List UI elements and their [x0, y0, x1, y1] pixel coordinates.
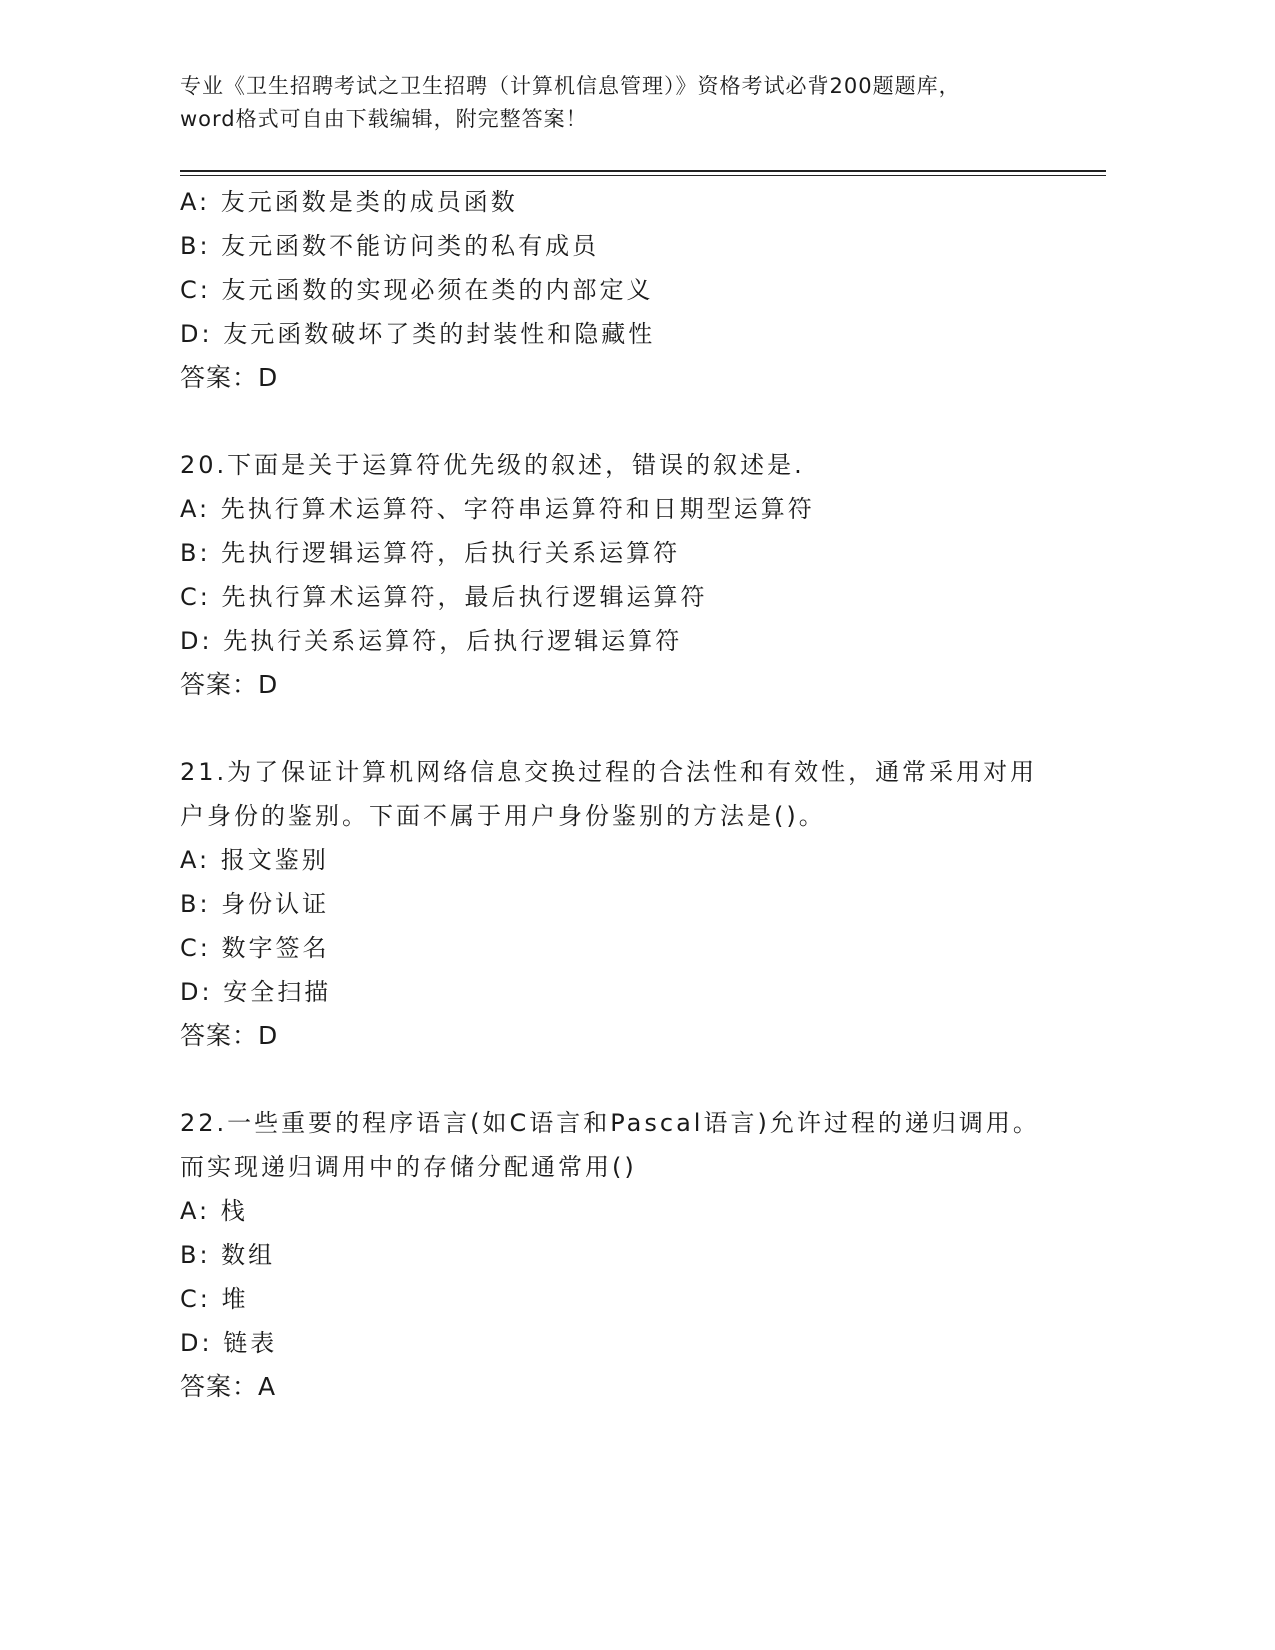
option-c: C: 友元函数的实现必须在类的内部定义 [180, 276, 654, 304]
answer-line: 答案：D [180, 670, 279, 699]
document-header [180, 70, 1080, 136]
question-block-20 [180, 443, 1060, 707]
option-c: C: 堆 [180, 1285, 249, 1313]
question-block-21 [180, 750, 1060, 1058]
question-list [180, 180, 1060, 1409]
question-gap [180, 1058, 1060, 1101]
option-a: A: 报文鉴别 [180, 846, 329, 874]
answer-line: 答案：D [180, 1021, 279, 1050]
option-a: A: 栈 [180, 1197, 248, 1225]
option-a: A: 友元函数是类的成员函数 [180, 188, 518, 216]
question-gap [180, 400, 1060, 443]
question-stem: 22.一些重要的程序语言(如C语言和Pascal语言)允许过程的递归调用。而实现递归调用中的存储分配通常用() [180, 1109, 1040, 1181]
question-stem: 21.为了保证计算机网络信息交换过程的合法性和有效性，通常采用对用户身份的鉴别。下面不属于用户身份鉴别的方法是()。 [180, 758, 1038, 830]
answer-line: 答案：D [180, 363, 279, 392]
question-block-22 [180, 1101, 1060, 1409]
option-a: A: 先执行算术运算符、字符串运算符和日期型运算符 [180, 495, 815, 523]
option-b: B: 数组 [180, 1241, 276, 1269]
option-c: C: 数字签名 [180, 934, 330, 962]
option-d: D: 安全扫描 [180, 978, 332, 1006]
header-rule-thick [180, 170, 1106, 172]
header-rule-thin [180, 175, 1106, 176]
option-d: D: 友元函数破坏了类的封装性和隐藏性 [180, 320, 656, 348]
answer-line: 答案：A [180, 1372, 277, 1401]
question-stem: 20.下面是关于运算符优先级的叙述，错误的叙述是. [180, 451, 805, 479]
question-gap [180, 707, 1060, 750]
option-d: D: 链表 [180, 1329, 278, 1357]
option-c: C: 先执行算术运算符，最后执行逻辑运算符 [180, 583, 708, 611]
header-title-line2: word格式可自由下载编辑，附完整答案！ [180, 107, 588, 131]
option-b: B: 先执行逻辑运算符，后执行关系运算符 [180, 539, 681, 567]
option-b: B: 身份认证 [180, 890, 330, 918]
option-b: B: 友元函数不能访问类的私有成员 [180, 232, 600, 260]
question-block-19 [180, 180, 1060, 400]
header-title-line1: 专业《卫生招聘考试之卫生招聘（计算机信息管理）》资格考试必背200题题库， [180, 74, 961, 98]
option-d: D: 先执行关系运算符，后执行逻辑运算符 [180, 627, 683, 655]
